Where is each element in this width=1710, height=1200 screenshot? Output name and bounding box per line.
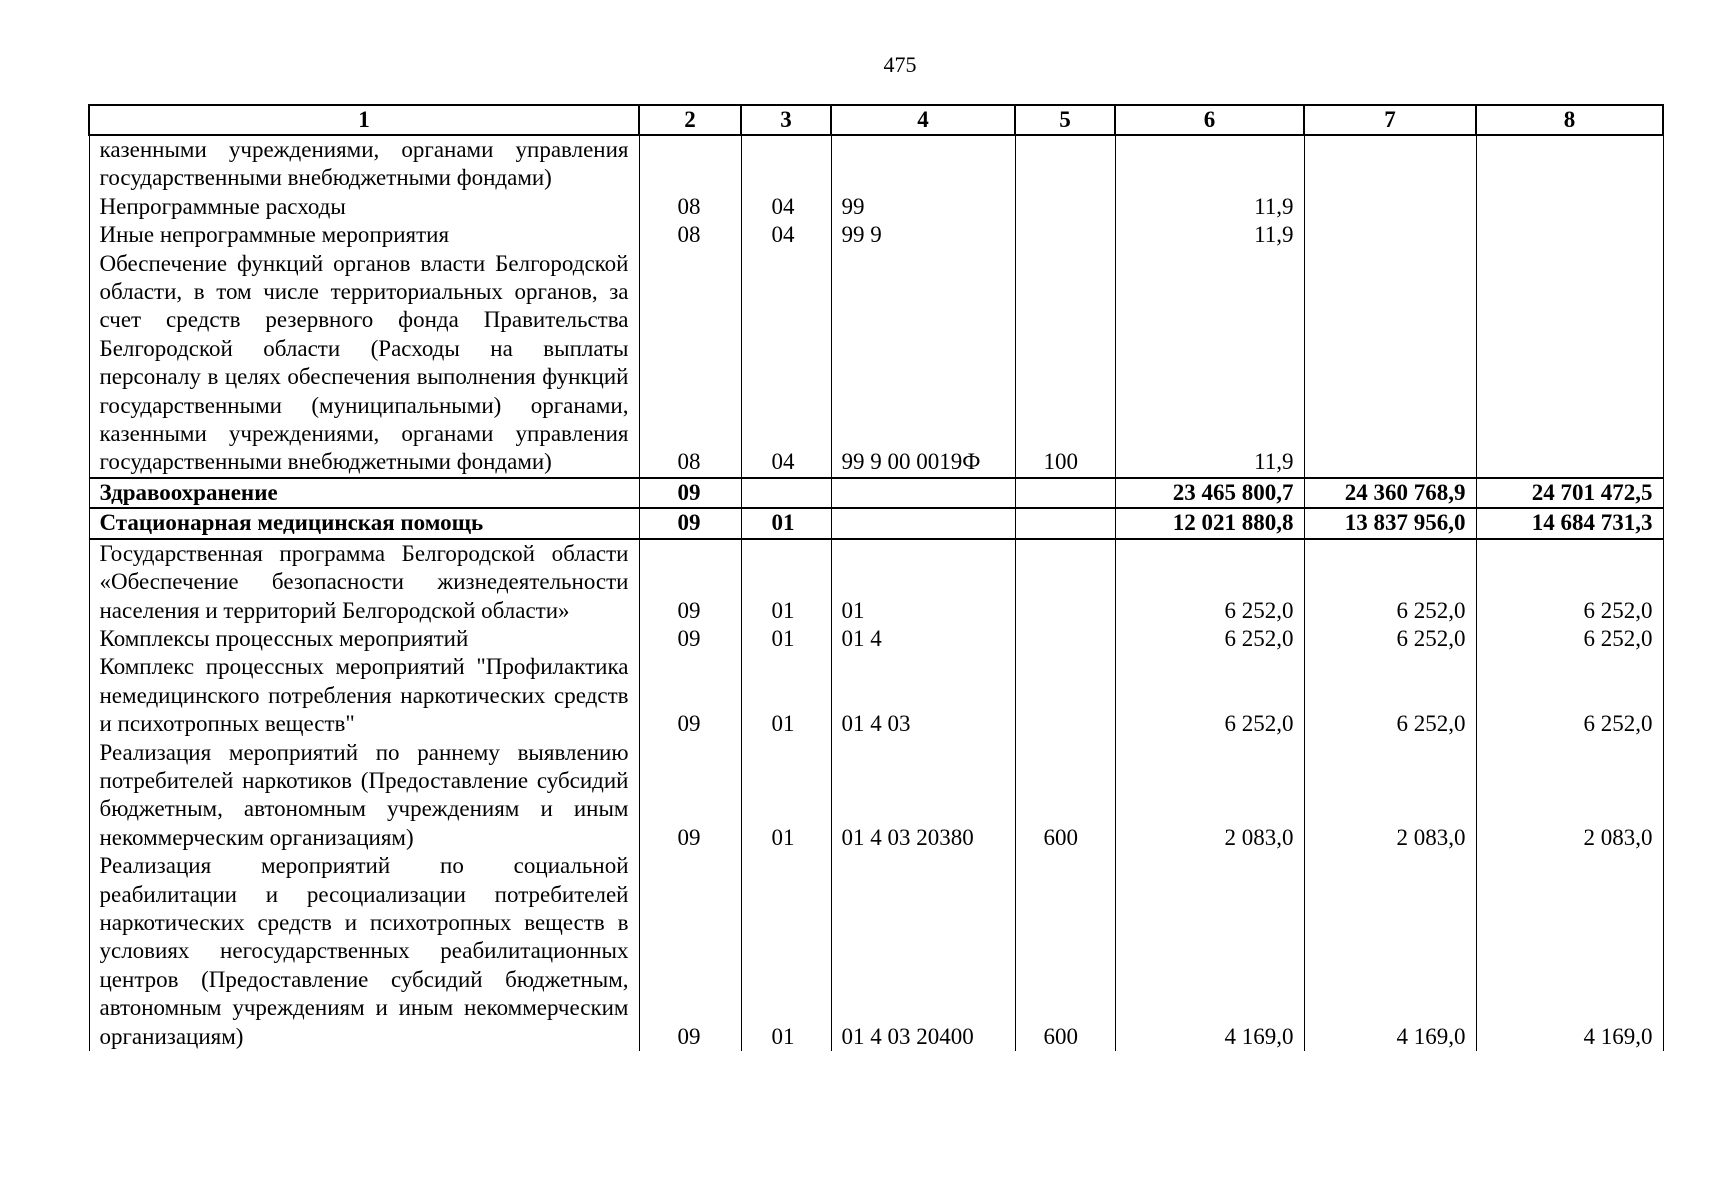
row-amount-col6: 2 083,0 — [1115, 739, 1304, 853]
row-expense-type — [1015, 539, 1115, 625]
row-amount-col6: 11,9 — [1115, 193, 1304, 221]
row-section-code: 08 — [639, 221, 741, 249]
row-target-article: 99 9 — [831, 221, 1015, 249]
budget-table — [88, 104, 1664, 1051]
table-row — [89, 625, 1663, 653]
row-expense-type: 100 — [1015, 250, 1115, 478]
row-expense-type — [1015, 625, 1115, 653]
row-amount-col7 — [1304, 250, 1476, 478]
row-section-code: 08 — [639, 193, 741, 221]
row-name: Иные непрограммные мероприятия — [89, 221, 639, 249]
row-name: Непрограммные расходы — [89, 193, 639, 221]
row-subsection-code: 01 — [741, 508, 831, 538]
row-target-article — [831, 135, 1015, 193]
row-name: Реализация мероприятий по социальной реабилитации и ресоциализации потребителей наркотических средств и психотропных веществ в условиях негосударственных реабилитационных центров (Предоставление субсидий бюджетным, автономным учреждениям и иным некоммерческим организациям) — [89, 852, 639, 1051]
row-amount-col7: 24 360 768,9 — [1304, 478, 1476, 508]
row-amount-col8: 4 169,0 — [1476, 852, 1663, 1051]
row-amount-col8: 2 083,0 — [1476, 739, 1663, 853]
row-name: Обеспечение функций органов власти Белгородской области, в том числе территориальных органов, за счет средств резервного фонда Правительства Белгородской области (Расходы на выплаты персоналу в целях обеспечения выполнения функций государственными (муниципальными) органами, казенными учреждениями, органами управления государственными внебюджетными фондами) — [89, 250, 639, 478]
row-expense-type — [1015, 478, 1115, 508]
row-section-code: 09 — [639, 739, 741, 853]
row-name: Государственная программа Белгородской области «Обеспечение безопасности жизнедеятельности населения и территорий Белгородской области» — [89, 539, 639, 625]
table-row — [89, 653, 1663, 738]
row-amount-col6: 6 252,0 — [1115, 653, 1304, 738]
row-name: Комплексы процессных мероприятий — [89, 625, 639, 653]
header-cell: 3 — [741, 105, 831, 135]
row-amount-col6: 11,9 — [1115, 221, 1304, 249]
row-amount-col8 — [1476, 135, 1663, 193]
row-amount-col6: 6 252,0 — [1115, 625, 1304, 653]
row-expense-type: 600 — [1015, 852, 1115, 1051]
row-section-code: 09 — [639, 539, 741, 625]
row-expense-type — [1015, 508, 1115, 538]
row-amount-col8: 6 252,0 — [1476, 625, 1663, 653]
row-expense-type — [1015, 653, 1115, 738]
row-subsection-code: 04 — [741, 221, 831, 249]
table-row — [89, 478, 1663, 508]
table-row — [89, 852, 1663, 1051]
row-section-code: 09 — [639, 653, 741, 738]
page-number: 475 — [883, 52, 917, 77]
row-amount-col8: 14 684 731,3 — [1476, 508, 1663, 538]
row-amount-col7: 6 252,0 — [1304, 653, 1476, 738]
table-row — [89, 135, 1663, 193]
row-target-article — [831, 508, 1015, 538]
row-section-code: 09 — [639, 478, 741, 508]
row-amount-col6: 23 465 800,7 — [1115, 478, 1304, 508]
row-target-article: 99 9 00 0019Ф — [831, 250, 1015, 478]
table-row — [89, 739, 1663, 853]
row-amount-col6: 4 169,0 — [1115, 852, 1304, 1051]
row-section-code: 09 — [639, 852, 741, 1051]
row-target-article — [831, 478, 1015, 508]
row-amount-col7 — [1304, 193, 1476, 221]
row-expense-type — [1015, 193, 1115, 221]
header-cell: 8 — [1476, 105, 1663, 135]
table-row — [89, 539, 1663, 625]
row-expense-type: 600 — [1015, 739, 1115, 853]
header-cell: 5 — [1015, 105, 1115, 135]
row-amount-col7: 2 083,0 — [1304, 739, 1476, 853]
table-header-row — [89, 105, 1663, 135]
row-amount-col6: 11,9 — [1115, 250, 1304, 478]
header-cell: 4 — [831, 105, 1015, 135]
row-subsection-code: 01 — [741, 852, 831, 1051]
header-cell: 7 — [1304, 105, 1476, 135]
row-name: Здравоохранение — [89, 478, 639, 508]
row-amount-col8 — [1476, 193, 1663, 221]
row-expense-type — [1015, 221, 1115, 249]
row-target-article: 01 4 03 — [831, 653, 1015, 738]
row-section-code: 09 — [639, 625, 741, 653]
row-amount-col8: 24 701 472,5 — [1476, 478, 1663, 508]
table-row — [89, 250, 1663, 478]
row-amount-col8 — [1476, 221, 1663, 249]
row-amount-col7 — [1304, 221, 1476, 249]
row-amount-col7: 4 169,0 — [1304, 852, 1476, 1051]
header-cell: 2 — [639, 105, 741, 135]
row-amount-col7: 13 837 956,0 — [1304, 508, 1476, 538]
row-amount-col8: 6 252,0 — [1476, 539, 1663, 625]
row-target-article: 01 — [831, 539, 1015, 625]
row-subsection-code: 04 — [741, 250, 831, 478]
row-section-code: 09 — [639, 508, 741, 538]
row-target-article: 01 4 — [831, 625, 1015, 653]
row-subsection-code — [741, 135, 831, 193]
row-amount-col7 — [1304, 135, 1476, 193]
row-name: казенными учреждениями, органами управления государственными внебюджетными фондами) — [89, 135, 639, 193]
row-target-article: 01 4 03 20380 — [831, 739, 1015, 853]
row-amount-col8 — [1476, 250, 1663, 478]
row-subsection-code — [741, 478, 831, 508]
table-row — [89, 221, 1663, 249]
row-amount-col6 — [1115, 135, 1304, 193]
row-subsection-code: 01 — [741, 625, 831, 653]
row-name: Стационарная медицинская помощь — [89, 508, 639, 538]
row-amount-col6: 6 252,0 — [1115, 539, 1304, 625]
row-amount-col7: 6 252,0 — [1304, 625, 1476, 653]
row-subsection-code: 04 — [741, 193, 831, 221]
row-target-article: 99 — [831, 193, 1015, 221]
row-subsection-code: 01 — [741, 539, 831, 625]
row-subsection-code: 01 — [741, 739, 831, 853]
row-amount-col7: 6 252,0 — [1304, 539, 1476, 625]
row-amount-col8: 6 252,0 — [1476, 653, 1663, 738]
header-cell: 1 — [89, 105, 639, 135]
row-target-article: 01 4 03 20400 — [831, 852, 1015, 1051]
row-section-code: 08 — [639, 250, 741, 478]
row-name: Реализация мероприятий по раннему выявлению потребителей наркотиков (Предоставление субсидий бюджетным, автономным учреждениям и иным некоммерческим организациям) — [89, 739, 639, 853]
row-name: Комплекс процессных мероприятий "Профилактика немедицинского потребления наркотических средств и психотропных веществ" — [89, 653, 639, 738]
row-expense-type — [1015, 135, 1115, 193]
table-row — [89, 508, 1663, 538]
row-subsection-code: 01 — [741, 653, 831, 738]
header-cell: 6 — [1115, 105, 1304, 135]
table-body — [89, 105, 1663, 1051]
row-amount-col6: 12 021 880,8 — [1115, 508, 1304, 538]
row-section-code — [639, 135, 741, 193]
table-row — [89, 193, 1663, 221]
